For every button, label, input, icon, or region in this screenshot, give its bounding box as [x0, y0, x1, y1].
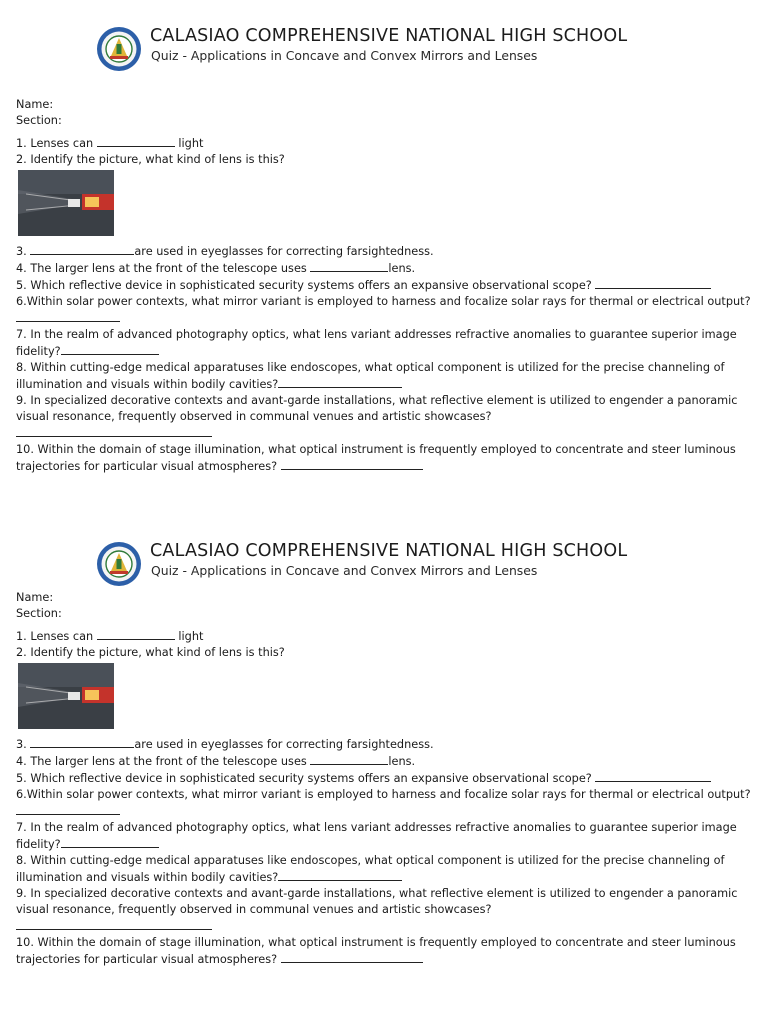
- question-6: 6.Within solar power contexts, what mirror variant is employed to harness and focalize solar rays for thermal or electrical output?: [16, 787, 756, 820]
- answer-blank-6[interactable]: [16, 310, 120, 322]
- question-8: 8. Within cutting-edge medical apparatuses like endoscopes, what optical component is utilized for the precise channeling of illumination and visuals within bodily cavities?: [16, 854, 725, 884]
- question-3: 3. are used in eyeglasses for correcting farsightedness.: [16, 738, 434, 751]
- quiz-body: [16, 97, 756, 475]
- answer-blank-10[interactable]: [281, 951, 423, 963]
- name-label: Name:: [16, 98, 54, 111]
- school-name: CALASIAO COMPREHENSIVE NATIONAL HIGH SCHOOL: [150, 541, 628, 561]
- answer-blank-3[interactable]: [30, 243, 134, 255]
- question-9: 9. In specialized decorative contexts and avant-garde installations, what reflective element is utilized to engender a panoramic visual resonance, frequently observed in communal venues and artistic showcases?: [16, 886, 756, 935]
- answer-blank-7[interactable]: [61, 836, 159, 848]
- question-1: 1. Lenses can light: [16, 630, 204, 643]
- school-name: CALASIAO COMPREHENSIVE NATIONAL HIGH SCHOOL: [150, 26, 628, 46]
- quiz-body: [16, 590, 756, 968]
- question-9: 9. In specialized decorative contexts and avant-garde installations, what reflective element is utilized to engender a panoramic visual resonance, frequently observed in communal venues and artistic showcases?: [16, 393, 756, 442]
- answer-blank-3[interactable]: [30, 736, 134, 748]
- question-10: 10. Within the domain of stage illumination, what optical instrument is frequently employed to concentrate and steer luminous trajectories for particular visual atmospheres?: [16, 936, 736, 966]
- quiz-title: Quiz - Applications in Concave and Convex Mirrors and Lenses: [151, 48, 538, 63]
- answer-blank-10[interactable]: [281, 458, 423, 470]
- quiz-title: Quiz - Applications in Concave and Convex Mirrors and Lenses: [151, 563, 538, 578]
- lens-light-photo: [18, 663, 114, 729]
- answer-blank-9[interactable]: [16, 918, 212, 930]
- section-label: Section:: [16, 607, 62, 620]
- question-5: 5. Which reflective device in sophisticated security systems offers an expansive observational scope?: [16, 770, 756, 787]
- lens-light-photo: [18, 170, 114, 236]
- answer-blank-8[interactable]: [278, 376, 402, 388]
- question-4: 4. The larger lens at the front of the telescope uses lens.: [16, 755, 416, 768]
- question-7: 7. In the realm of advanced photography optics, what lens variant addresses refractive anomalies to guarantee superior image fidelity?: [16, 821, 737, 851]
- question-2: 2. Identify the picture, what kind of lens is this?: [16, 153, 285, 166]
- question-10: 10. Within the domain of stage illumination, what optical instrument is frequently employed to concentrate and steer luminous trajectories for particular visual atmospheres?: [16, 443, 736, 473]
- name-label: Name:: [16, 591, 54, 604]
- quiz-sheet-2: [0, 535, 768, 1025]
- school-seal-logo: [96, 541, 142, 587]
- answer-blank-9[interactable]: [16, 425, 212, 437]
- answer-blank-7[interactable]: [61, 343, 159, 355]
- question-4: 4. The larger lens at the front of the telescope uses lens.: [16, 262, 416, 275]
- answer-blank-5[interactable]: [595, 770, 711, 782]
- answer-blank-1[interactable]: [97, 135, 175, 147]
- question-8: 8. Within cutting-edge medical apparatuses like endoscopes, what optical component is utilized for the precise channeling of illumination and visuals within bodily cavities?: [16, 361, 725, 391]
- question-6: 6.Within solar power contexts, what mirror variant is employed to harness and focalize solar rays for thermal or electrical output?: [16, 294, 756, 327]
- answer-blank-8[interactable]: [278, 869, 402, 881]
- answer-blank-4[interactable]: [310, 260, 388, 272]
- school-seal-logo: [96, 26, 142, 72]
- question-2: 2. Identify the picture, what kind of lens is this?: [16, 646, 285, 659]
- answer-blank-5[interactable]: [595, 277, 711, 289]
- answer-blank-6[interactable]: [16, 803, 120, 815]
- answer-blank-4[interactable]: [310, 753, 388, 765]
- question-7: 7. In the realm of advanced photography optics, what lens variant addresses refractive anomalies to guarantee superior image fidelity?: [16, 328, 737, 358]
- quiz-sheet-1: [0, 20, 768, 510]
- question-5: 5. Which reflective device in sophisticated security systems offers an expansive observational scope?: [16, 277, 756, 294]
- question-3: 3. are used in eyeglasses for correcting farsightedness.: [16, 245, 434, 258]
- question-1: 1. Lenses can light: [16, 137, 204, 150]
- answer-blank-1[interactable]: [97, 628, 175, 640]
- section-label: Section:: [16, 114, 62, 127]
